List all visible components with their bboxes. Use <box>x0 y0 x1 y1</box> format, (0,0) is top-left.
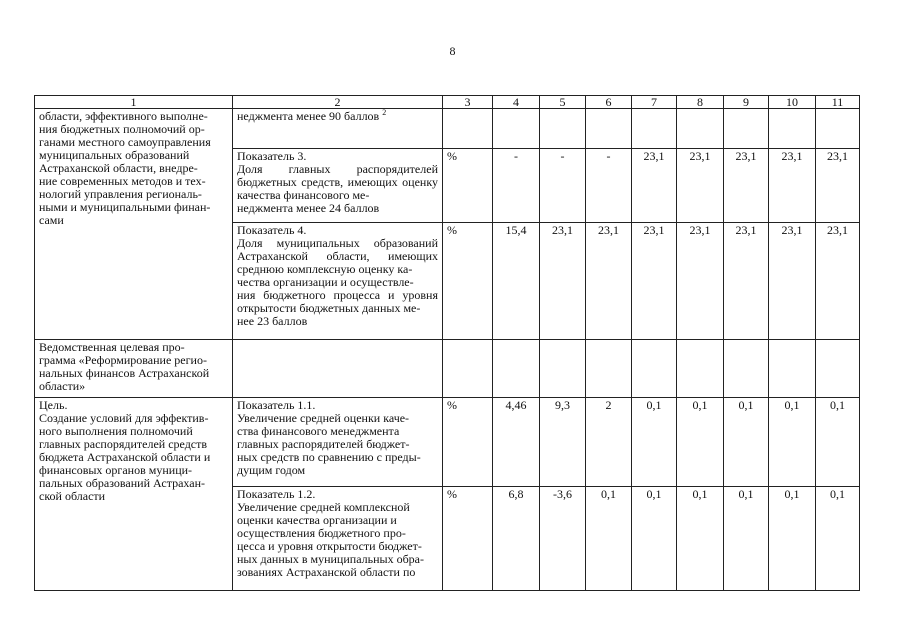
header-cell: 7 <box>632 96 677 109</box>
header-cell: 3 <box>443 96 493 109</box>
value-cell: - <box>586 149 632 223</box>
empty-cell <box>493 340 540 398</box>
value-cell <box>677 109 724 149</box>
empty-cell <box>586 340 632 398</box>
unit-cell: % <box>443 149 493 223</box>
value-cell: - <box>493 149 540 223</box>
empty-cell <box>724 340 769 398</box>
unit-cell: % <box>443 223 493 340</box>
value-cell <box>816 109 860 149</box>
value-cell: 23,1 <box>586 223 632 340</box>
empty-cell <box>233 340 443 398</box>
value-cell: 23,1 <box>677 149 724 223</box>
value-cell: 23,1 <box>816 149 860 223</box>
value-cell: 0,1 <box>632 398 677 487</box>
indicator-cell: Показатель 1.1. Увеличение средней оценки каче- ства финансового менеджмента главных распорядителей бюджет- ных средств по сравнению с преды- дущим годом <box>233 398 443 487</box>
value-cell: 23,1 <box>769 223 816 340</box>
header-row <box>35 96 860 109</box>
table-row <box>35 340 860 398</box>
value-cell: 23,1 <box>632 223 677 340</box>
unit-cell <box>443 109 493 149</box>
value-cell: 23,1 <box>632 149 677 223</box>
empty-cell <box>769 340 816 398</box>
unit-cell: % <box>443 398 493 487</box>
indicator-cell <box>233 109 443 149</box>
value-cell: 0,1 <box>769 398 816 487</box>
goal-cell: Цель. Создание условий для эффектив- ного выполнения полномочий главных распорядителей средств бюджета Астраханской области и финансовых органов муници- пальных образований Астрахан- ской области <box>35 398 233 591</box>
indicator-cell: Показатель 1.2. Увеличение средней комплексной оценки качества организации и осуществления бюджетного про- цесса и уровня открытости бюджет- ных данных в муниципальных обра- зованиях Астраханской области по <box>233 487 443 591</box>
empty-cell <box>632 340 677 398</box>
header-cell: 2 <box>233 96 443 109</box>
header-cell: 6 <box>586 96 632 109</box>
table-row <box>35 398 860 487</box>
value-cell: 0,1 <box>677 487 724 591</box>
empty-cell <box>677 340 724 398</box>
value-cell <box>769 109 816 149</box>
table-row <box>35 109 860 149</box>
header-cell: 4 <box>493 96 540 109</box>
value-cell: 0,1 <box>769 487 816 591</box>
empty-cell <box>816 340 860 398</box>
value-cell: 0,1 <box>586 487 632 591</box>
footnote-mark: 2 <box>382 108 387 117</box>
value-cell: 23,1 <box>769 149 816 223</box>
value-cell: 0,1 <box>632 487 677 591</box>
value-cell: 15,4 <box>493 223 540 340</box>
header-cell: 1 <box>35 96 233 109</box>
header-cell: 8 <box>677 96 724 109</box>
value-cell <box>586 109 632 149</box>
value-cell: 23,1 <box>677 223 724 340</box>
value-cell <box>724 109 769 149</box>
goal-cell: области, эффективного выполне- ния бюджетных полномочий ор- ганами местного самоуправления муниципальных образований Астраханской области, внедре- ние современных методов и тех- нологий управления региональ- ными и муниципальными финан- сами <box>35 109 233 340</box>
value-cell: 23,1 <box>540 223 586 340</box>
value-cell: 0,1 <box>677 398 724 487</box>
indicator-text: неджмента менее 90 баллов <box>237 109 380 123</box>
value-cell: 23,1 <box>724 223 769 340</box>
value-cell: 0,1 <box>724 487 769 591</box>
indicators-table <box>34 95 860 591</box>
empty-cell <box>540 340 586 398</box>
header-cell: 5 <box>540 96 586 109</box>
value-cell <box>632 109 677 149</box>
indicator-cell: Показатель 4. Доля муниципальных образований Астраханской области, имеющих среднюю комплексную оценку ка- чества организации и осуществле- ния бюджетного процесса и уровня открытости бюджетных данных ме- нее 23 баллов <box>233 223 443 340</box>
value-cell: 2 <box>586 398 632 487</box>
value-cell <box>540 109 586 149</box>
value-cell: 0,1 <box>724 398 769 487</box>
header-cell: 10 <box>769 96 816 109</box>
empty-cell <box>443 340 493 398</box>
value-cell: 9,3 <box>540 398 586 487</box>
indicator-cell: Показатель 3. Доля главных распорядителей бюджетных средств, имеющих оценку качества финансового ме- неджмента менее 24 баллов <box>233 149 443 223</box>
value-cell <box>493 109 540 149</box>
value-cell: 0,1 <box>816 487 860 591</box>
value-cell: 0,1 <box>816 398 860 487</box>
unit-cell: % <box>443 487 493 591</box>
value-cell: 6,8 <box>493 487 540 591</box>
value-cell: -3,6 <box>540 487 586 591</box>
header-cell: 11 <box>816 96 860 109</box>
value-cell: 4,46 <box>493 398 540 487</box>
page-number: 8 <box>449 44 456 58</box>
value-cell: 23,1 <box>724 149 769 223</box>
value-cell: - <box>540 149 586 223</box>
program-cell: Ведомственная целевая про- грамма «Реформирование регио- нальных финансов Астраханской области» <box>35 340 233 398</box>
value-cell: 23,1 <box>816 223 860 340</box>
header-cell: 9 <box>724 96 769 109</box>
